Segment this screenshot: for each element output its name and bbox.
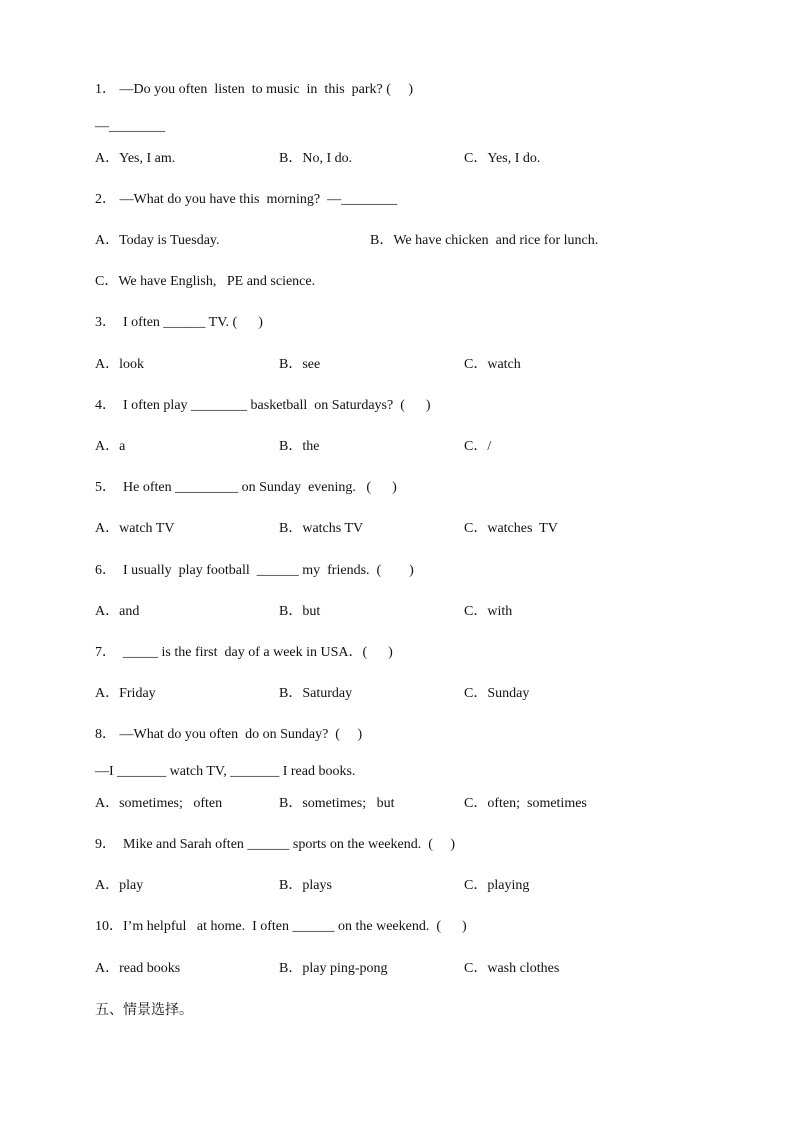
- question-7-stem: 7． _____ is the first day of a week in USA．( ): [95, 645, 393, 660]
- question-5-option-a[interactable]: A．watch TV: [95, 521, 175, 536]
- question-4-option-a[interactable]: A．a: [95, 439, 126, 454]
- question-10-stem: 10．I’m helpful at home. I often ______ on the weekend. ( ): [95, 919, 467, 934]
- question-5-option-c[interactable]: C．watches TV: [464, 521, 558, 536]
- question-4-stem: 4． I often play ________ basketball on Saturdays? ( ): [95, 398, 431, 413]
- question-5-option-b[interactable]: B．watchs TV: [279, 521, 364, 536]
- question-9-option-b[interactable]: B．plays: [279, 878, 332, 893]
- question-1-answer-line: —________: [95, 119, 165, 134]
- question-9-stem: 9． Mike and Sarah often ______ sports on the weekend. ( ): [95, 837, 456, 852]
- question-5-stem: 5． He often _________ on Sunday evening. ( ): [95, 480, 397, 495]
- question-3-option-b[interactable]: B．see: [279, 357, 321, 372]
- question-7-option-a[interactable]: A．Friday: [95, 686, 156, 701]
- question-1-option-c[interactable]: C．Yes, I do.: [464, 151, 541, 166]
- question-2-stem: 2． —What do you have this morning? —________: [95, 192, 398, 207]
- question-6-stem: 6． I usually play football ______ my friends. ( ): [95, 563, 414, 578]
- question-4-option-b[interactable]: B．the: [279, 439, 320, 454]
- question-8-answer-line: —I _______ watch TV, _______ I read books.: [95, 764, 356, 779]
- question-9-option-a[interactable]: A．play: [95, 878, 144, 893]
- question-6-option-c[interactable]: C．with: [464, 604, 513, 619]
- question-8-option-c[interactable]: C．often; sometimes: [464, 796, 587, 811]
- question-4-option-c[interactable]: C．/: [464, 439, 492, 454]
- question-7-option-b[interactable]: B．Saturday: [279, 686, 353, 701]
- question-3-option-a[interactable]: A．look: [95, 357, 144, 372]
- question-10-option-c[interactable]: C．wash clothes: [464, 961, 560, 976]
- question-1-option-a[interactable]: A．Yes, I am.: [95, 151, 176, 166]
- question-8-option-a[interactable]: A．sometimes; often: [95, 796, 223, 811]
- question-6-option-a[interactable]: A．and: [95, 604, 140, 619]
- question-8-stem: 8． —What do you often do on Sunday? ( ): [95, 727, 363, 742]
- question-10-option-a[interactable]: A．read books: [95, 961, 181, 976]
- question-10-option-b[interactable]: B．play ping-pong: [279, 961, 388, 976]
- question-2-option-a[interactable]: A．Today is Tuesday.: [95, 233, 220, 248]
- question-7-option-c[interactable]: C．Sunday: [464, 686, 530, 701]
- question-1-stem: 1． —Do you often listen to music in this park? ( ): [95, 82, 414, 97]
- question-2-option-c[interactable]: C．We have English, PE and science.: [95, 274, 316, 289]
- section-heading: 五、情景选择。: [95, 1002, 193, 1018]
- question-3-stem: 3． I often ______ TV. ( ): [95, 315, 263, 330]
- question-6-option-b[interactable]: B．but: [279, 604, 321, 619]
- question-1-option-b[interactable]: B．No, I do.: [279, 151, 353, 166]
- question-9-option-c[interactable]: C．playing: [464, 878, 530, 893]
- question-2-option-b[interactable]: B．We have chicken and rice for lunch.: [370, 233, 599, 248]
- question-8-option-b[interactable]: B．sometimes; but: [279, 796, 395, 811]
- question-3-option-c[interactable]: C．watch: [464, 357, 521, 372]
